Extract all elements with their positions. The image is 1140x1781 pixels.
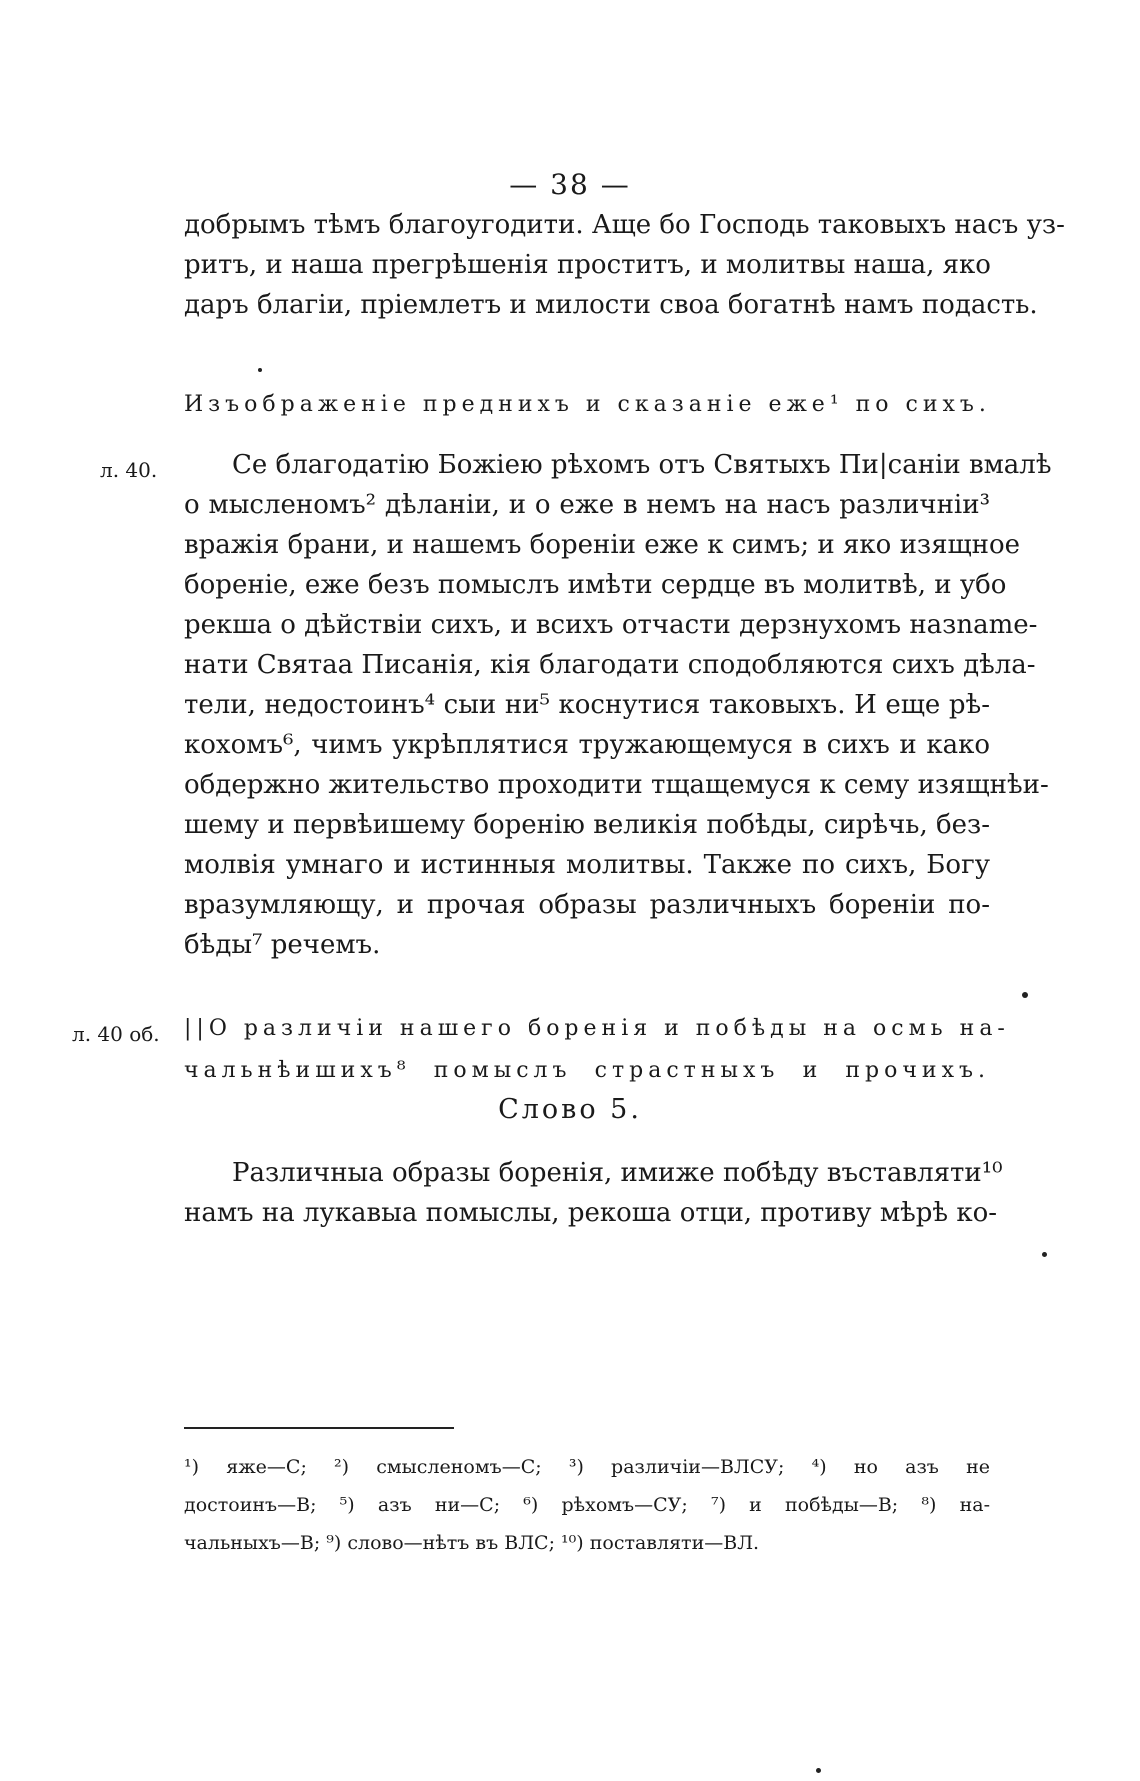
text-line: обдержно жительство проходити тщащемуся к сему изящнѣи- [184, 770, 1049, 800]
text-line: бореніе, еже безъ помыслъ имѣти сердце въ молитвѣ, и убо [184, 570, 1007, 600]
text-line: тели, недостоинъ⁴ сыи ни⁵ коснутися таковыхъ. И еще рѣ- [184, 690, 990, 720]
text-line: шему и первѣишему боренію великія побѣды, сирѣчь, без- [184, 810, 990, 840]
footnote-line: достоинъ—В; ⁵) азъ ни—С; ⁶) рѣхомъ—СУ; ⁷) и побѣды—В; ⁸) на- [184, 1494, 990, 1516]
text-line: о мысленомъ² дѣланіи, и о еже в немъ на насъ различніи³ [184, 490, 990, 520]
footnote-line: чальныхъ—В; ⁹) слово—нѣтъ въ ВЛС; ¹⁰) поставляти—ВЛ. [184, 1532, 760, 1554]
text-line: вразумляющу, и прочая образы различныхъ бореніи по- [184, 890, 990, 920]
text-line: молвія умнаго и истинныя молитвы. Также по сихъ, Богу [184, 850, 990, 880]
margin-note: л. 40 об. [72, 1022, 160, 1046]
text-line: добрымъ тѣмъ благоугодити. Аще бо Господь таковыхъ насъ уз- [184, 210, 1065, 240]
text-line: Различныа образы боренія, имиже побѣду въставляти¹⁰ [232, 1158, 1003, 1188]
heading-line: ||О различіи нашего боренія и побѣды на осмь на- [184, 1016, 1010, 1041]
text-line: Се благодатію Божіею рѣхомъ отъ Святыхъ Пи|саніи вмалѣ [232, 450, 1052, 480]
text-line: кохомъ⁶, чимъ укрѣплятися тружающемуся в сихъ и како [184, 730, 990, 760]
text-line: нати Святаа Писанія, кія благодати сподобляются сихъ дѣла- [184, 650, 1036, 680]
text-line: бѣды⁷ речемъ. [184, 930, 381, 960]
text-line: ритъ, и наша прегрѣшенія проститъ, и молитвы наша, яко [184, 250, 991, 280]
section-heading: Изъображеніе преднихъ и сказаніе еже¹ по сихъ. [184, 392, 991, 417]
text-line: рекша о дѣйствіи сихъ, и всихъ отчасти дерзнухомъ назname- [184, 610, 1038, 640]
page-number: — 38 — [509, 168, 631, 201]
ink-speck [258, 368, 262, 372]
text-line: намъ на лукавыа помыслы, рекоша отци, противу мѣрѣ ко- [184, 1198, 998, 1228]
word-number: Слово 5. [498, 1094, 642, 1125]
footnote-line: ¹) яже—С; ²) смысленомъ—С; ³) различіи—ВЛСУ; ⁴) но азъ не [184, 1456, 990, 1478]
ink-speck [1022, 992, 1028, 998]
text-line: вражія брани, и нашемъ бореніи еже к симъ; и яко изящное [184, 530, 1021, 560]
heading-line: чальнѣишихъ⁸ помыслъ страстныхъ и прочихъ. [184, 1058, 990, 1083]
text-line: даръ благіи, пріемлетъ и милости своа богатнѣ намъ подасть. [184, 290, 1038, 320]
footnote-rule [184, 1427, 454, 1429]
ink-speck [816, 1768, 821, 1773]
ink-speck [1042, 1252, 1047, 1257]
margin-note: л. 40. [100, 458, 158, 482]
